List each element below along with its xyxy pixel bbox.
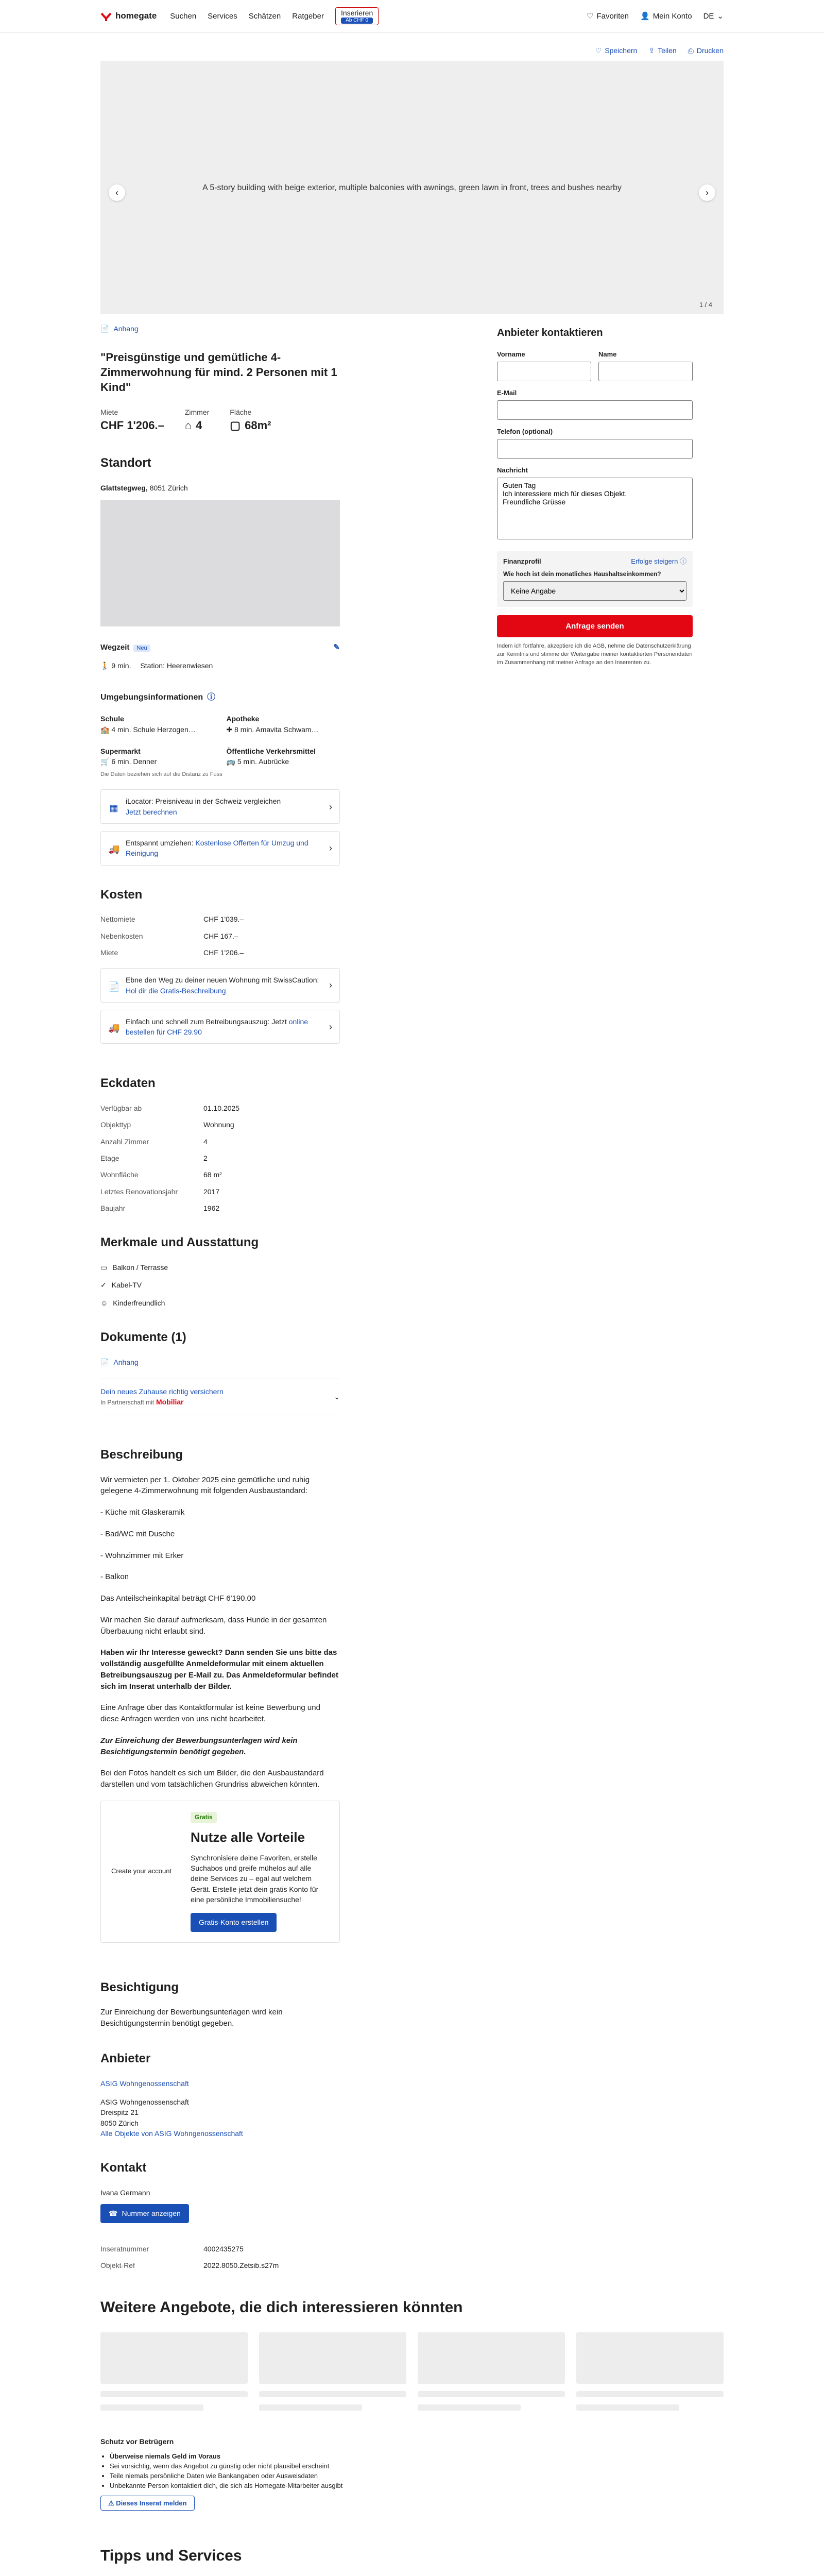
submit-request-button[interactable]: Anfrage senden <box>497 615 693 638</box>
chevron-right-icon: › <box>329 801 332 812</box>
viewing-heading: Besichtigung <box>100 1980 179 1994</box>
chevron-right-icon: › <box>329 1022 332 1032</box>
listing-refs: Inseratnummer 4002435275 Objekt-Ref 2022.8050.Zetsib.s27m <box>100 2244 279 2269</box>
inserieren-badge: Ab CHF 0 <box>341 18 373 24</box>
skeleton-card <box>418 2332 565 2411</box>
logo-icon <box>100 10 112 22</box>
rooms-value: 4 <box>196 418 202 432</box>
rent-label: Miete <box>100 408 118 416</box>
income-select[interactable] <box>503 581 686 601</box>
documents-heading: Dokumente (1) <box>100 1330 186 1344</box>
rooms-icon: ⌂ <box>184 418 192 432</box>
debt-extract-link[interactable]: online bestellen für CHF 29.90 <box>126 1017 308 1037</box>
surrounding-pharmacy: Apotheke ✚ 8 min. Amavita Schwam… <box>226 715 319 734</box>
area-label: Fläche <box>230 408 252 416</box>
contact-form-heading: Anbieter kontaktieren <box>497 327 603 339</box>
tips-heading: Tipps und Services <box>100 2547 242 2565</box>
features-heading: Merkmale und Ausstattung <box>100 1235 259 1250</box>
image-gallery[interactable] <box>100 61 724 314</box>
area-icon: ▢ <box>230 418 241 432</box>
chevron-right-icon: › <box>329 843 332 854</box>
skeleton-card <box>576 2332 724 2411</box>
chevron-left-icon: ‹ <box>115 188 118 198</box>
phone-input[interactable] <box>497 439 693 459</box>
feature-item: ▭ Balkon / Terrasse <box>100 1262 340 1273</box>
print-button[interactable]: ⎙ Drucken <box>688 45 724 56</box>
check-icon: ✓ <box>100 1281 107 1290</box>
homegate-logo[interactable] <box>100 10 157 23</box>
compare-icon: ▦ <box>109 802 118 813</box>
finance-profile-link[interactable]: Erfolge steigern <box>631 557 678 566</box>
provider-address: ASIG Wohngenossenschaft Dreispitz 21 8050 Zürich Alle Objekte von ASIG Wohngenossenschaft <box>100 2098 243 2138</box>
moving-link[interactable]: Kostenlose Offerten für Umzug und Reinigung <box>126 838 308 858</box>
account-link[interactable]: 👤 Mein Konto <box>640 11 692 22</box>
insurance-accordion[interactable]: Dein neues Zuhause richtig versichern In Partnerschaft mit Mobiliar ⌄ <box>100 1379 340 1415</box>
feature-item: ☺ Kinderfreundlich <box>100 1298 340 1308</box>
document-link[interactable]: 📄 Anhang <box>100 1357 340 1367</box>
costs-table: Nettomiete CHF 1'039.– Nebenkosten CHF 167.– Miete CHF 1'206.– <box>100 915 244 957</box>
create-account-button[interactable]: Gratis-Konto erstellen <box>191 1913 277 1931</box>
truck-icon: 🚚 <box>108 844 120 855</box>
address: Glattstegweg, 8051 Zürich <box>100 483 188 492</box>
phone-icon: ☎ <box>109 2209 118 2218</box>
costs-heading: Kosten <box>100 887 143 902</box>
swisscaution-card[interactable]: 📄 Ebne den Weg zu deiner neuen Wohnung mit SwissCaution: Hol dir die Gratis-Beschreibung › <box>100 968 340 1003</box>
new-badge: Neu <box>133 645 150 652</box>
inserieren-label: Inserieren <box>340 9 373 18</box>
language-select[interactable]: DE ⌄ <box>703 11 724 22</box>
nav-services[interactable]: Services <box>208 11 237 21</box>
description-heading: Beschreibung <box>100 1447 183 1462</box>
listing-title: "Preisgünstige und gemütliche 4-Zimmerwohnung für mind. 2 Personen mit 1 Kind" <box>100 350 337 394</box>
ilocator-link[interactable]: Jetzt berechnen <box>126 807 177 816</box>
details-table: Verfügbar ab 01.10.2025 Objekttyp Wohnung Anzahl Zimmer 4 Etage 2 Wohnfläche 68 m² Letztes Renovationsjahr 2017 Baujahr 1962 <box>100 1104 240 1212</box>
truck-icon: 🚚 <box>108 1023 120 1033</box>
main-column: 📄 Anhang "Preisgünstige und gemütliche 4-Zimmerwohnung für mind. 2 Personen mit 1 Kind" Miete CHF 1'206.– Zimmer ⌂ 4 Fläche ▢ 68m² Standort Glattstegweg, 8051 Zürich Wegzeit Neu ✎ 🚶 9 min. Station: Heerenwiesen Umgebungsinformationen ⓘ Schule 🏫 4 min. Schule Herzogen… Apotheke ✚ 8 min. Amavita Schwam… Supermarkt 🛒 6 min. Denner Öffentliche Verkehrsmittel 🚌 5 min. Aubrücke Die Daten beziehen sich auf die Distanz zu Fuss ▦ iLocator: Preisniveau in der Schweiz vergleichen Jetzt berechnen › 🚚 Entspannt umziehen: Kostenlose Offerten für Umzug und Reinigung › Kosten Nettomiete CHF 1'039.– Nebenkosten CHF 167.– Miete CHF 1'206.– 📄 Ebne den Weg zu deiner neuen Wohnung mit SwissCaution: Hol dir die Gratis-Beschreibung › 🚚 Einfach und schnell zum Betreibungsauszug: Jetzt online bestellen für CHF 29.90 › Eckdaten Verfügbar ab 01.10.2025 Objekttyp Wohnung Anzahl Zimmer 4 Etage 2 Wohnfläche 68 m² Letztes Renovationsjahr 2017 Baujahr 1962 Merkmale und Ausstattung ▭ Balkon / Terrasse ✓ Kabel-TV ☺ Kinderfreundlich Dokumente (1) 📄 Anhang Dein neues Zuhause richtig versichern In Partnerschaft mit Mobiliar ⌄ Beschreibung Wir vermieten per 1. Oktober 2025 eine gemütliche und ruhig gelegene 4-Zimmerwohnung mit folgenden Ausbaustandard: - Küche mit Glaskeramik - Bad/WC mit Dusche - Wohnzimmer mit Erker - Balkon Das Anteilscheinkapital beträgt CHF 6'190.00 Wir machen Sie darauf aufmerksam, dass Hunde in der gesamten Überbauung nicht erlaubt sind. Haben wir Ihr Interesse geweckt? Dann senden Sie uns bitte das vollständig ausgefüllte Anmeldeformular mit einem aktuellen Betreibungsauszug per E-Mail zu. Das Anmeldeformular befindet sich im Inserat unterhalb der Bilder. Eine Anfrage über das Kontaktformular ist keine Bewerbung und diese Anfragen werden von uns nicht bearbeitet. Zur Einreichung der Bewerbungsunterlagen wird kein Besichtigungstermin benötigt gegeben. Bei den Fotos handelt es sich um Bilder, die den Ausbaustandard darstellen und vom tatsächlichen Grundriss abweichen könnten. Create your account Gratis Nutze alle Vorteile Synchronisiere deine Favoriten, erstelle Suchabos und greife mühelos auf alle deine Services zu – egal auf welchem Gerät. Erstelle jetzt dein gratis Konto für eine persönliche Immobiliensuche! Gratis-Konto erstellen Besichtigung Zur Einreichung der Bewerbungsunterlagen wird kein Besichtigungstermin benötigt gegeben. Anbieter ASIG Wohngenossenschaft ASIG Wohngenossenschaft Dreispitz 21 8050 Zürich Alle Objekte von ASIG Wohngenossenschaft Kontakt Ivana Germann ☎ Nummer anzeigen Inseratnummer 4002435275 Objekt-Ref 2022.8050.Zetsib.s27m <box>100 319 340 2270</box>
message-textarea[interactable] <box>497 478 693 539</box>
bus-icon: 🚌 <box>226 757 235 766</box>
edit-commute-icon[interactable]: ✎ <box>333 642 340 652</box>
action-bar <box>100 33 724 61</box>
provider-logo[interactable]: ASIG Wohngenossenschaft <box>100 2079 189 2088</box>
surrounding-transport: Öffentliche Verkehrsmittel 🚌 5 min. Aubrücke <box>226 747 316 766</box>
logo-text: homegate <box>115 11 157 21</box>
gallery-image-alt: A 5-story building with beige exterior, multiple balconies with awnings, green lawn in front, trees and bushes nearby <box>202 183 622 192</box>
finance-profile: Finanzprofil Erfolge steigern ⓘ Wie hoch ist dein monatliches Haushaltseinkommen? Keine Angabe <box>497 551 693 606</box>
chevron-right-icon: › <box>329 980 332 991</box>
document-icon: 📄 <box>100 1358 110 1366</box>
ilocator-card[interactable]: ▦ iLocator: Preisniveau in der Schweiz vergleichen Jetzt berechnen › <box>100 789 340 824</box>
chevron-down-icon: ⌄ <box>334 1393 340 1401</box>
swisscaution-link[interactable]: Hol dir die Gratis-Beschreibung <box>126 986 226 995</box>
contact-person: Ivana Germann <box>100 2189 150 2197</box>
insurance-link[interactable]: Dein neues Zuhause richtig versichern <box>100 1387 224 1396</box>
surroundings-heading: Umgebungsinformationen ⓘ <box>100 691 340 703</box>
info-icon[interactable]: ⓘ <box>679 557 686 566</box>
surroundings-note: Die Daten beziehen sich auf die Distanz zu Fuss <box>100 771 222 778</box>
report-listing-button[interactable]: ⚠ Dieses Inserat melden <box>100 2496 195 2511</box>
more-offers-skeleton <box>100 2332 724 2411</box>
share-button[interactable]: ⇪ Teilen <box>648 45 676 56</box>
key-facts <box>100 407 340 434</box>
top-header <box>0 0 824 33</box>
provider-heading: Anbieter <box>100 2051 151 2065</box>
info-icon[interactable]: ⓘ <box>207 693 216 702</box>
document-icon: 📄 <box>100 325 110 333</box>
printer-icon: ⎙ <box>688 46 694 55</box>
feature-item: ✓ Kabel-TV <box>100 1280 340 1290</box>
debt-extract-card[interactable]: 🚚 Einfach und schnell zum Betreibungsauszug: Jetzt online bestellen für CHF 29.90 › <box>100 1010 340 1044</box>
gallery-prev-button[interactable] <box>109 184 125 201</box>
attachment-link[interactable]: 📄 Anhang <box>100 324 340 334</box>
description: Beschreibung Wir vermieten per 1. Oktober 2025 eine gemütliche und ruhig gelegene 4-Zimmerwohnung mit folgenden Ausbaustandard: - Küche mit Glaskeramik - Bad/WC mit Dusche - Wohnzimmer mit Erker - Balkon Das Anteilscheinkapital beträgt CHF 6'190.00 Wir machen Sie darauf aufmerksam, dass Hunde in der gesamten Überbauung nicht erlaubt sind. Haben wir Ihr Interesse geweckt? Dann senden Sie uns bitte das vollständig ausgefüllte Anmeldeformular mit einem aktuellen Betreibungsauszug per E-Mail zu. Das Anmeldeformular befindet sich im Inserat unterhalb der Bilder. Eine Anfrage über das Kontaktformular ist keine Bewerbung und diese Anfragen werden von uns nicht bearbeitet. Zur Einreichung der Bewerbungsunterlagen wird kein Besichtigungstermin benötigt gegeben. Bei den Fotos handelt es sich um Bilder, die den Ausbaustandard darstellen und vom tatsächlichen Grundriss abweichen könnten. <box>100 1446 340 1790</box>
save-button[interactable]: ♡ Speichern <box>595 45 638 56</box>
contact-heading: Kontakt <box>100 2161 147 2175</box>
nav-schaetzen[interactable]: Schätzen <box>248 11 281 21</box>
nav-ratgeber[interactable]: Ratgeber <box>292 11 324 21</box>
moving-card[interactable]: 🚚 Entspannt umziehen: Kostenlose Offerten für Umzug und Reinigung › <box>100 831 340 866</box>
all-provider-objects-link[interactable]: Alle Objekte von ASIG Wohngenossenschaft <box>100 2129 243 2138</box>
surrounding-school: Schule 🏫 4 min. Schule Herzogen… <box>100 715 196 734</box>
share-icon: ⇪ <box>648 46 655 55</box>
show-number-button[interactable]: ☎ Nummer anzeigen <box>100 2204 189 2223</box>
location-map[interactable] <box>100 500 340 626</box>
commute-header: Wegzeit Neu ✎ <box>100 642 340 653</box>
gallery-next-button[interactable] <box>699 184 715 201</box>
warning-icon: ⚠ <box>108 2499 114 2507</box>
school-icon: 🏫 <box>100 725 110 734</box>
skeleton-card <box>259 2332 406 2411</box>
walk-icon: 🚶 <box>100 661 110 670</box>
account-promo-heading: Nutze alle Vorteile <box>191 1829 305 1845</box>
nav-suchen[interactable]: Suchen <box>170 11 197 21</box>
heart-icon: ♡ <box>587 11 594 21</box>
email-input[interactable] <box>497 400 693 420</box>
account-promo-image: Create your account <box>111 1867 172 1875</box>
area-value: 68m² <box>245 418 271 432</box>
contact-form: Anbieter kontaktieren Vorname Name E-Mail Telefon (optional) Nachricht Guten Tag Ich interessiere mich für dieses Objekt. Freundliche Grüsse Finanzprofil Erfolge steigern ⓘ Wie hoch ist dein monatliches Haushaltseinkommen? Keine Angabe Anfrage senden Indem ich fortfahre, akzeptiere ich die AGB, nehme die Datenschutzerklärung zur Kenntnis und stimme der Weitergabe meiner kontaktierten Personendaten im Zusammenhang mit meiner Anfrage an den Inserenten zu. <box>497 319 693 2270</box>
rent-value: CHF 1'206.– <box>100 418 164 432</box>
heart-icon: ♡ <box>595 46 602 55</box>
document-icon: 📄 <box>108 981 120 992</box>
child-icon: ☺ <box>100 1298 108 1307</box>
skeleton-card <box>100 2332 248 2411</box>
user-icon: 👤 <box>640 11 650 21</box>
pharmacy-icon: ✚ <box>226 725 233 734</box>
features-list <box>100 1262 340 1308</box>
surroundings-grid <box>100 714 340 767</box>
details-heading: Eckdaten <box>100 1076 156 1091</box>
balcony-icon: ▭ <box>100 1263 108 1272</box>
gallery-counter: 1 / 4 <box>699 301 712 309</box>
gratis-badge: Gratis <box>191 1812 217 1823</box>
location-heading: Standort <box>100 455 151 470</box>
favorites-link[interactable]: ♡ Favoriten <box>587 11 629 22</box>
inserieren-button[interactable] <box>335 7 379 25</box>
cart-icon: 🛒 <box>100 757 110 766</box>
more-offers-heading: Weitere Angebote, die dich interessieren könnten <box>100 2299 463 2316</box>
form-legal: Indem ich fortfahre, akzeptiere ich die AGB, nehme die Datenschutzerklärung zur Kenntnis und stimme der Weitergabe meiner kontaktierten Personendaten im Zusammenhang mit meiner Anfrage an den Inserenten zu. <box>497 643 693 666</box>
mobiliar-logo: Mobiliar <box>156 1398 184 1406</box>
fraud-protection: Schutz vor Betrügern • Überweise niemals Geld im Voraus • Sei vorsichtig, wenn das Angebot zu günstig oder nicht plausibel erscheint • Teile niemals persönliche Daten wie Bankangaben oder Ausweisdaten • Unbekannte Person kontaktiert dich, die sich als Homegate-Mitarbeiter ausgibt ⚠ Dieses Inserat melden <box>100 2436 724 2509</box>
rooms-label: Zimmer <box>184 408 210 416</box>
firstname-input[interactable] <box>497 362 591 381</box>
commute-info: 🚶 9 min. Station: Heerenwiesen <box>100 661 213 670</box>
chevron-down-icon: ⌄ <box>717 11 724 21</box>
account-promo: Create your account Gratis Nutze alle Vorteile Synchronisiere deine Favoriten, erstelle Suchabos und greife mühelos auf alle deine Services zu – egal auf welchem Gerät. Erstelle jetzt dein gratis Konto für eine persönliche Immobiliensuche! Gratis-Konto erstellen <box>100 1801 340 1943</box>
lastname-input[interactable] <box>598 362 693 381</box>
chevron-right-icon: › <box>706 188 709 198</box>
surrounding-supermarket: Supermarkt 🛒 6 min. Denner <box>100 747 157 766</box>
